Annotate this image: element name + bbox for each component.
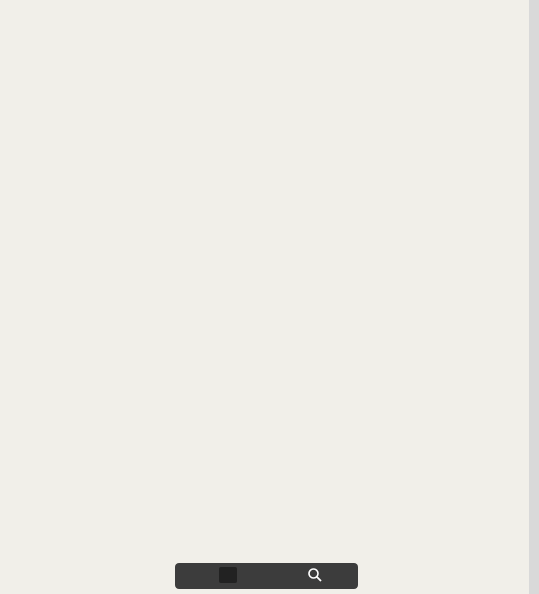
- page-toolbar: [175, 563, 358, 589]
- current-page-input[interactable]: [219, 567, 237, 583]
- vertical-scrollbar[interactable]: [529, 0, 539, 594]
- zoom-search-icon[interactable]: [307, 567, 323, 586]
